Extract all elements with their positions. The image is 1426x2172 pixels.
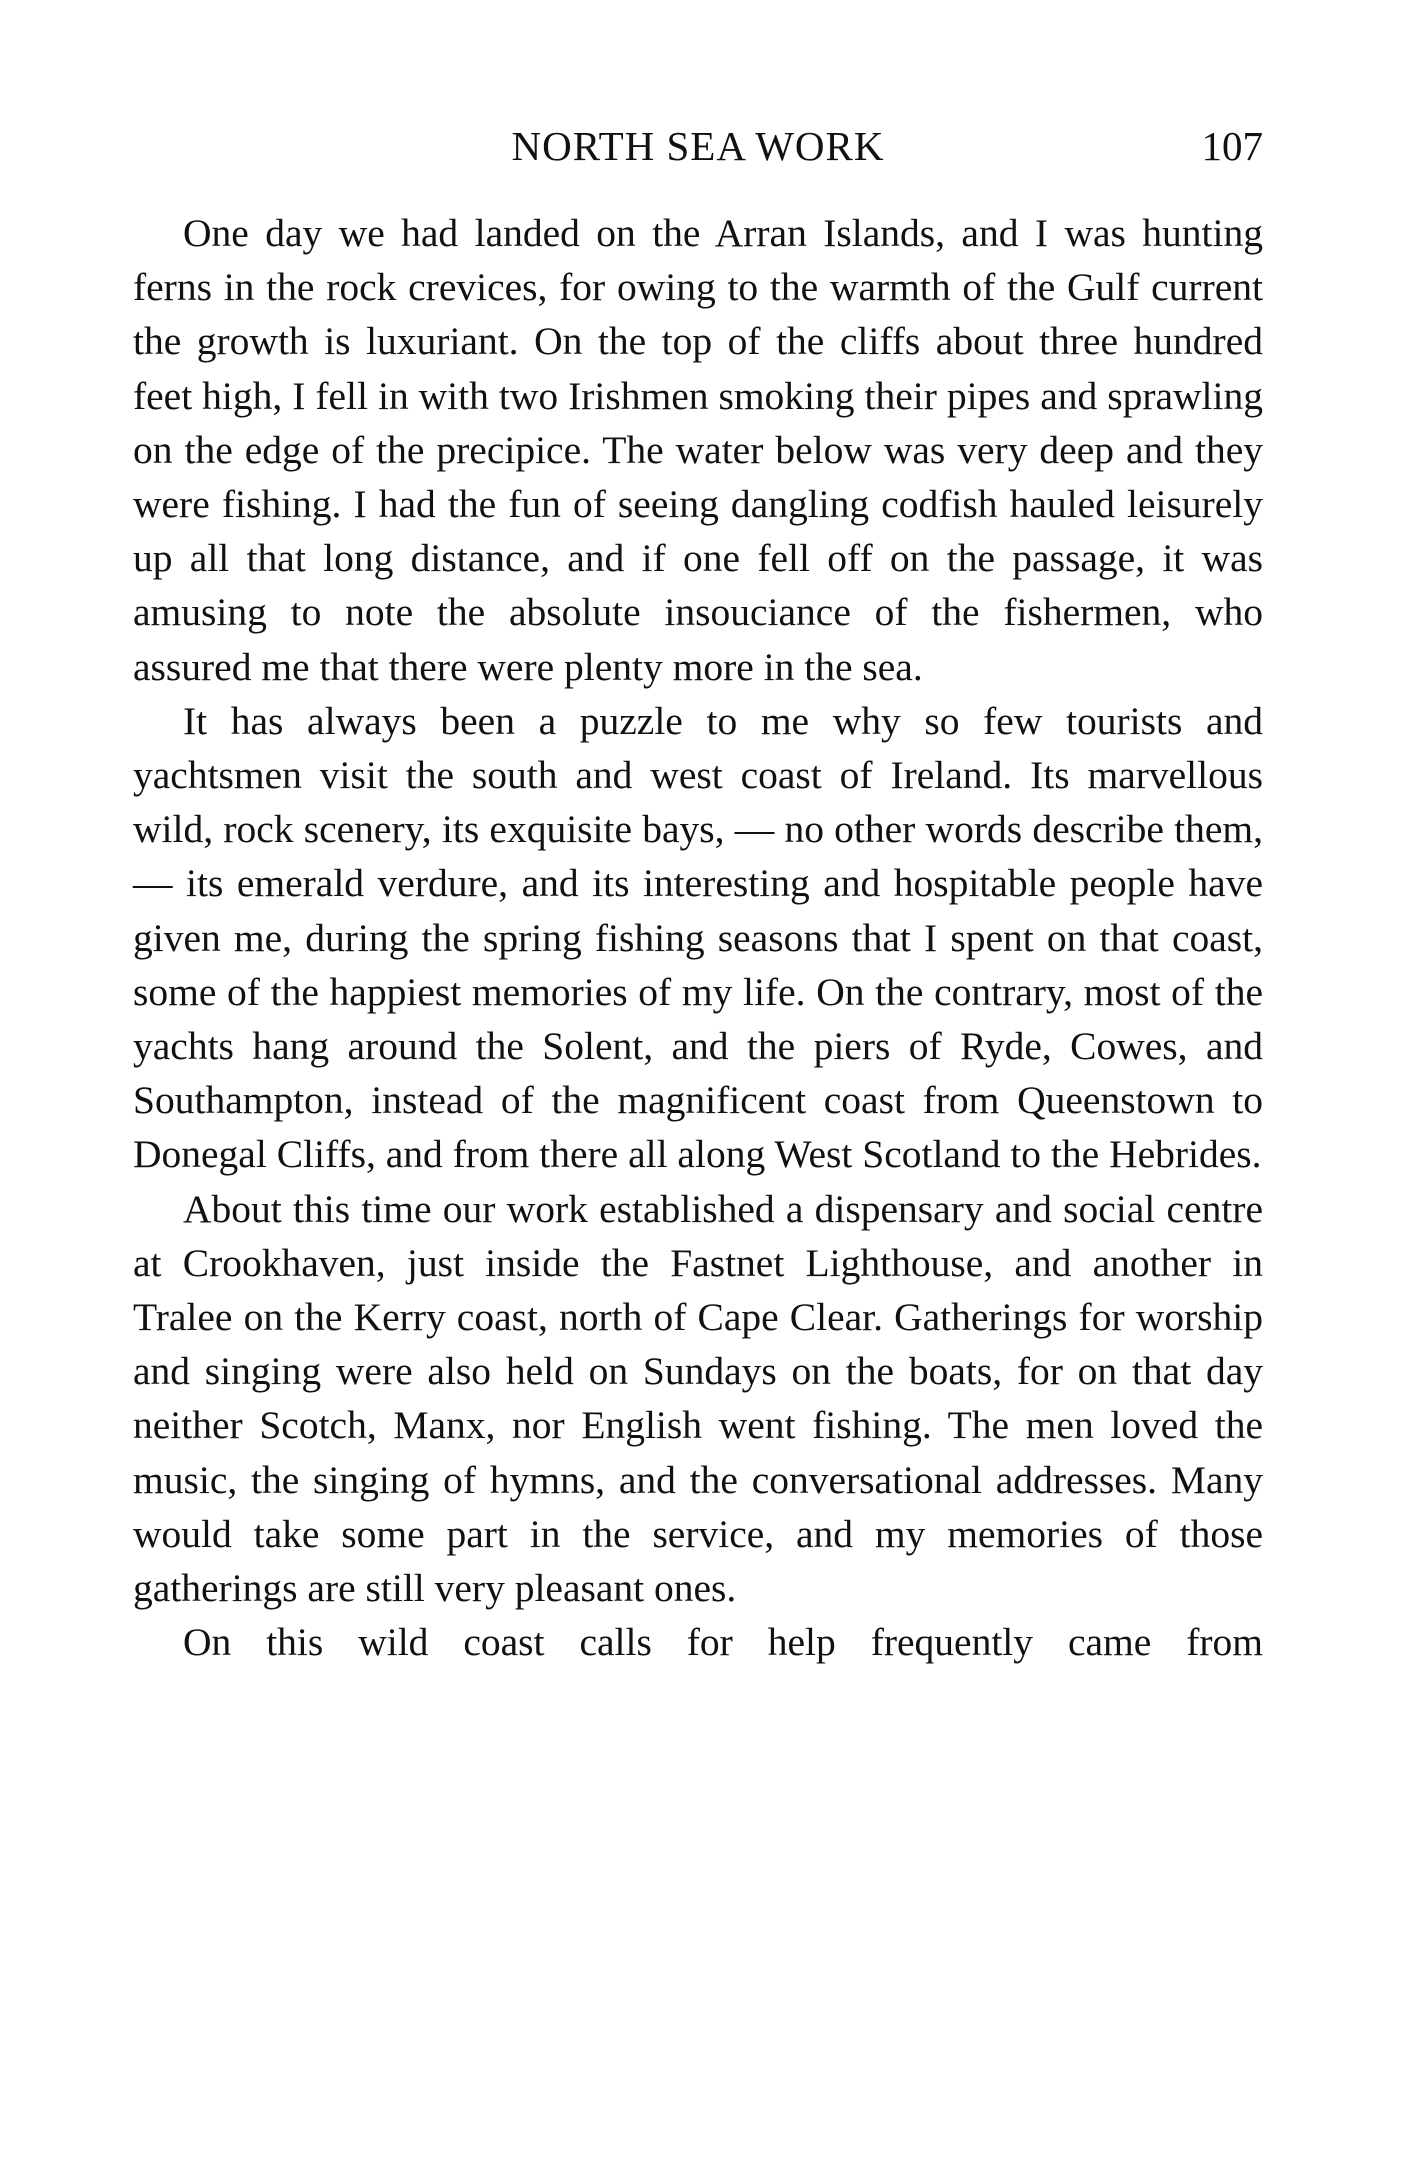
page-number: 107 (1201, 123, 1263, 169)
body-text (133, 206, 1263, 1669)
paragraph-crookhaven: About this time our work established a dispensary and social centre at Crookhaven, just inside the Fastnet Lighthouse, and another in Tralee on the Kerry coast, north of Cape Clear. Gatherings for worship and singing were also held on Sundays on the boats, for on that day neither Scotch, Manx, nor English went fishing. The men loved the music, the singing of hymns, and the conversational addresses. Many would take some part in the service, and my memories of those gatherings are still very pleasant ones. (133, 1186, 1263, 1611)
running-title: NORTH SEA WORK (511, 123, 885, 169)
paragraph-arran-islands: One day we had landed on the Arran Islands, and I was hunting ferns in the rock crevices, for owing to the warmth of the Gulf current the growth is luxuriant. On the top of the cliffs about three hundred feet high, I fell in with two Irishmen smoking their pipes and sprawling on the edge of the precipice. The water below was very deep and they were fishing. I had the fun of seeing dangling codfish hauled leisurely up all that long distance, and if one fell off on the passage, it was amusing to note the absolute insouciance of the fishermen, who assured me that there were plenty more in the sea. (133, 211, 1263, 689)
running-head (133, 122, 1263, 170)
paragraph-wild-coast: On this wild coast calls for help frequently came from (183, 1620, 1263, 1665)
paragraph-ireland-coast: It has always been a puzzle to me why so few tourists and yachtsmen visit the south and west coast of Ireland. Its marvellous wild, rock scenery, its exquisite bays, — no other words describe them, — its emerald verdure, and its interesting and hospitable people have given me, during the spring fishing seasons that I spent on that coast, some of the happiest memories of my life. On the contrary, most of the yachts hang around the Solent, and the piers of Ryde, Cowes, and Southampton, instead of the magnificent coast from Queenstown to Donegal Cliffs, and from there all along West Scotland to the Hebrides. (133, 698, 1263, 1177)
